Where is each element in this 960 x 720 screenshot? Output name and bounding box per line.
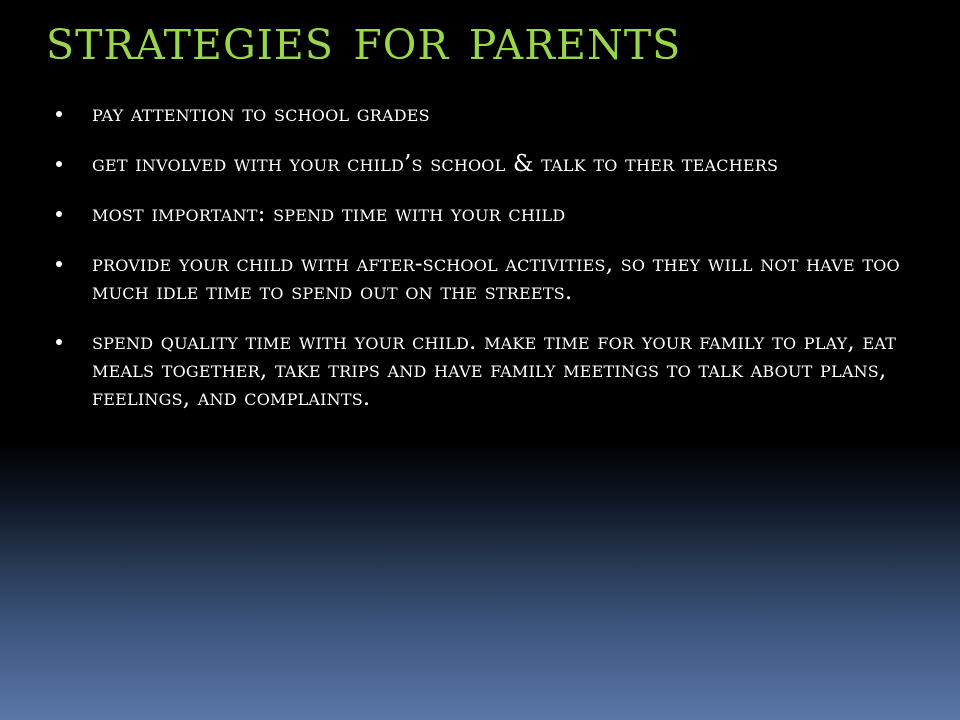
bullet-dot-icon [56, 211, 62, 217]
bullet-item [56, 100, 936, 128]
bullet-text: provide your child with after-school activities, so they will not have too much idle time to spend out on the streets. [92, 251, 900, 305]
bullet-list [56, 100, 936, 434]
bullet-dot-icon [56, 111, 62, 117]
bullet-item [56, 328, 936, 412]
bullet-dot-icon [56, 161, 62, 167]
bullet-text: get involved with your child’s school & talk to ther teachers [92, 151, 779, 177]
bullet-item [56, 250, 936, 306]
bullet-item [56, 200, 936, 228]
bullet-item [56, 150, 936, 178]
bullet-dot-icon [56, 339, 62, 345]
bullet-text: pay attention to school grades [92, 101, 430, 127]
bullet-text: spend quality time with your child. make time for your family to play, eat meals together, take trips and have family meetings to talk about plans, feelings, and complaints. [92, 329, 897, 411]
slide-title: strategies for parents [46, 5, 682, 73]
bullet-dot-icon [56, 261, 62, 267]
bullet-text: most important: spend time with your child [92, 201, 566, 227]
